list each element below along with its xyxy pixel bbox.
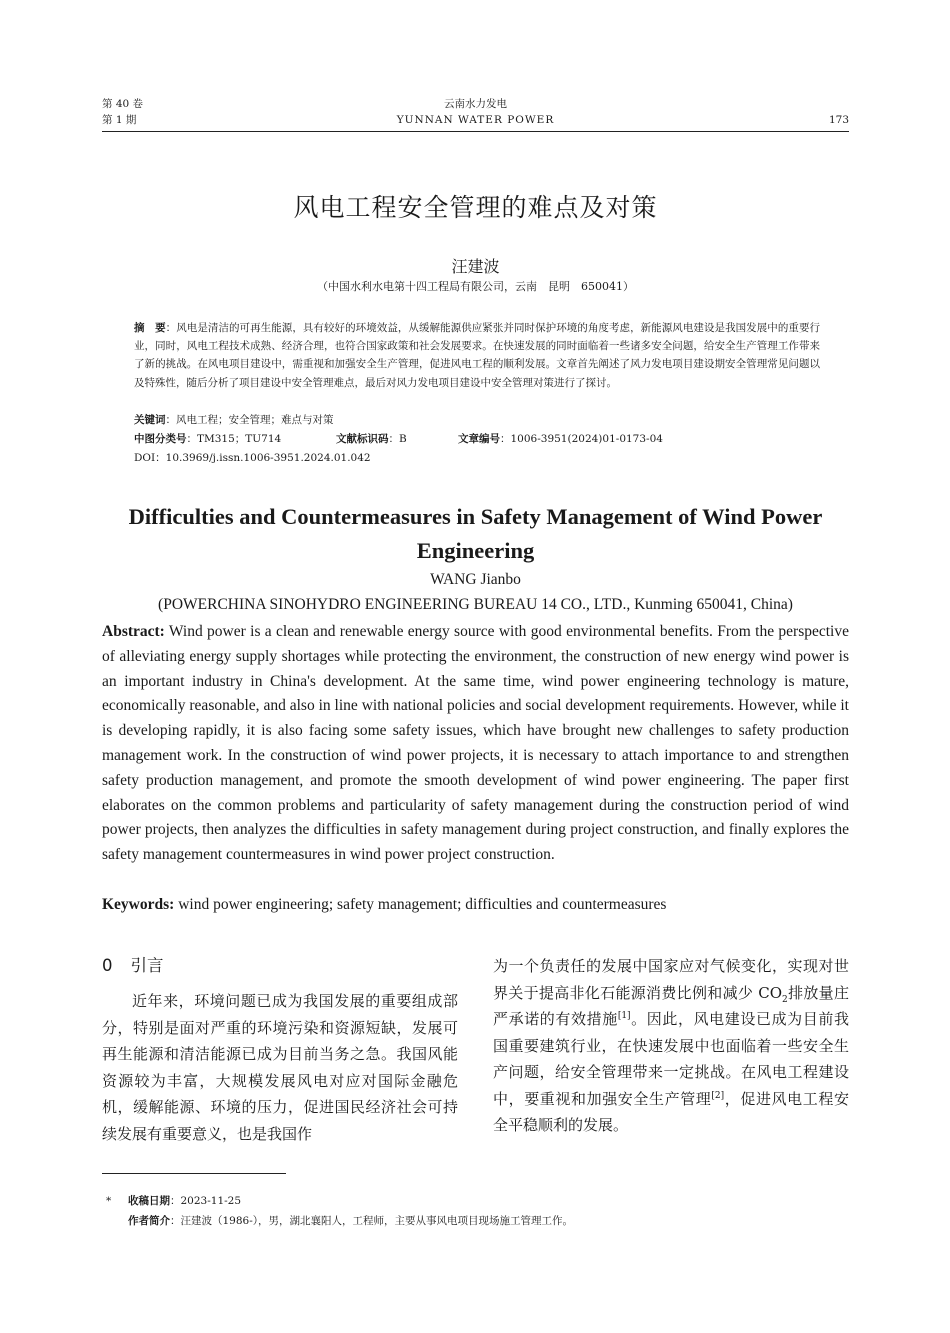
header-rule bbox=[102, 131, 849, 132]
section-number: 0 bbox=[102, 956, 113, 975]
english-title: Difficulties and Countermeasures in Safety Management of Wind Power Engineering bbox=[128, 504, 823, 563]
citation-1[interactable]: [1] bbox=[617, 1011, 631, 1021]
chinese-title: 风电工程安全管理的难点及对策 bbox=[293, 193, 658, 222]
document-code: 文献标识码：B bbox=[336, 433, 407, 445]
page-number: 173 bbox=[828, 114, 849, 126]
left-column bbox=[102, 953, 458, 1147]
abstract-text-en: Wind power is a clean and renewable energy source with good environmental benefits. From the perspective of alleviating energy supply shortages while protecting the environment, the construction of new energy wind power is an important industry in China's development. At the same time, wind power engineering technology is mature, economically reasonable, and also in line with national policies and social development requirements. However, while it is developing rapidly, it is also facing some safety issues, which have brought new challenges to safety production management work. In the construction of wind power projects, it is necessary to attach importance to and strengthen safety production management, and promote the smooth development of wind power engineering. The paper first elaborates on the common problems and particularity of safety management during the construction period of wind power projects, then analyzes the difficulties in safety management during project construction, and finally explores the safety management countermeasures in wind power project construction. bbox=[102, 623, 849, 864]
intro-paragraph-continued: 为一个负责任的发展中国家应对气候变化，实现对世界关于提高非化石能源消费比例和减少 $CO_2$排放量庄严承诺的有效措施[1]。因此，风电建设已成为目前我国重要建筑行业，在快速发展中也面临着一些安全生产问题，给安全管理带来一定挑战。在风电工程建设中，要重视和加强安全生产管理[2]，促进风电工程安全平稳顺利的发展。 bbox=[493, 957, 849, 1134]
doi: DOI：10.3969/j.issn.1006-3951.2024.01.042 bbox=[134, 452, 371, 464]
co2-subscript: 2 bbox=[782, 994, 788, 1005]
citation-2[interactable]: [2] bbox=[711, 1090, 725, 1101]
abstract-text-cn: ：风电是清洁的可再生能源，具有较好的环境效益，从缓解能源供应紧张并同时保护环境的角度考虑，新能源风电建设是我国发展中的重要行业，同时，风电工程技术成熟、经济合理，也符合国家政策和社会发展要求。在快速发展的同时面临着一些诸多安全问题，给安全生产管理工作带来了新的挑战。在风电项目建设中，需重视和加强安全生产管理，促进风电工程的顺利发展。文章首先阐述了风力发电项目建设期安全管理常见问题以及特殊性，随后分析了项目建设中安全管理难点，最后对风力发电项目建设中安全管理对策进行了探讨。 bbox=[134, 322, 821, 389]
section-title: 引言 bbox=[130, 956, 164, 975]
clc-number: 中图分类号：TM315；TU714 bbox=[134, 433, 282, 445]
footnote-rule bbox=[102, 1173, 286, 1174]
journal-name-en: YUNNAN WATER POWER bbox=[396, 114, 555, 126]
right-column bbox=[493, 953, 849, 1139]
article-number: 文章编号：1006-3951(2024)01-0173-04 bbox=[458, 433, 663, 445]
english-keywords bbox=[102, 893, 849, 917]
chinese-keywords bbox=[134, 411, 334, 429]
journal-name-cn: 云南水力发电 bbox=[444, 98, 507, 110]
journal-name bbox=[102, 96, 849, 128]
footnote-star: * bbox=[106, 1195, 112, 1207]
english-author: WANG Jianbo bbox=[430, 571, 521, 588]
keywords-en: wind power engineering; safety management; difficulties and countermeasures bbox=[174, 896, 667, 913]
running-header bbox=[102, 96, 849, 132]
keywords-label-cn: 关键词 bbox=[134, 414, 166, 426]
chinese-author: 汪建波 bbox=[451, 257, 500, 276]
english-abstract bbox=[102, 620, 849, 868]
classification-line bbox=[134, 430, 820, 448]
chinese-abstract bbox=[134, 319, 820, 392]
intro-paragraph: 近年来，环境问题已成为我国发展的重要组成部分，特别是面对严重的环境污染和资源短缺，发展可再生能源和清洁能源已成为目前当务之急。我国风能资源较为丰富，大规模发展风电对应对国际金融危机，缓解能源、环境的压力，促进国民经济社会可持续发展有重要意义，也是我国作 bbox=[102, 992, 458, 1143]
received-date: * 收稿日期：2023-11-25 bbox=[128, 1192, 241, 1210]
abstract-label-en: Abstract: bbox=[102, 623, 165, 640]
section-heading bbox=[102, 953, 458, 979]
volume: 第 40 卷 bbox=[102, 98, 144, 110]
abstract-label-cn: 摘 要 bbox=[134, 322, 166, 334]
author-bio: 作者简介：汪建波（1986-），男，湖北襄阳人，工程师，主要从事风电项目现场施工管理工作。 bbox=[128, 1215, 574, 1227]
chinese-affiliation: （中国水利水电第十四工程局有限公司，云南 昆明 650041） bbox=[317, 280, 634, 293]
issue: 第 1 期 bbox=[102, 114, 137, 126]
keywords-cn: ：风电工程；安全管理；难点与对策 bbox=[165, 414, 334, 426]
english-affiliation: (POWERCHINA SINOHYDRO ENGINEERING BUREAU 14 CO., LTD., Kunming 650041, China) bbox=[158, 596, 793, 613]
keywords-label-en: Keywords: bbox=[102, 896, 175, 913]
